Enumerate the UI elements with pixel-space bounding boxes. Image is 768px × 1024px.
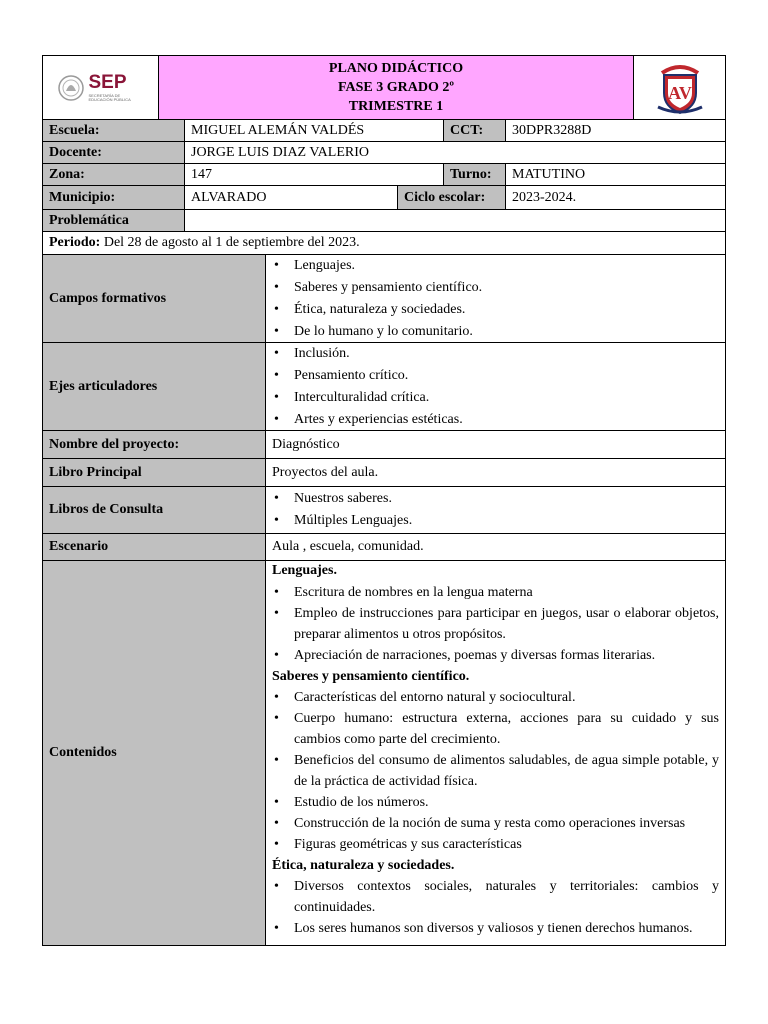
list-item: • Artes y experiencias estéticas. bbox=[266, 409, 725, 431]
contenidos-heading-lenguajes: Lenguajes. bbox=[272, 563, 337, 578]
libro-principal-label: Libro Principal bbox=[42, 458, 266, 487]
campos-list-cell bbox=[265, 254, 726, 343]
list-item: • Escritura de nombres en la lengua materna bbox=[266, 582, 719, 603]
ejes-label: Ejes articuladores bbox=[42, 342, 266, 431]
escuela-label: Escuela: bbox=[42, 119, 185, 142]
list-item: • Saberes y pensamiento científico. bbox=[266, 277, 725, 299]
list-item: • Características del entorno natural y sociocultural. bbox=[266, 687, 719, 708]
turno-label: Turno: bbox=[443, 163, 506, 186]
contenidos-heading-saberes: Saberes y pensamiento científico. bbox=[272, 669, 470, 684]
sep-logo-text: SEP bbox=[88, 72, 127, 93]
municipio-label: Municipio: bbox=[42, 185, 185, 210]
ejes-list bbox=[266, 343, 725, 431]
list-item: • Interculturalidad crítica. bbox=[266, 387, 725, 409]
escenario-label: Escenario bbox=[42, 533, 266, 561]
libros-consulta-label: Libros de Consulta bbox=[42, 486, 266, 534]
list-item: • Apreciación de narraciones, poemas y diversas formas literarias. bbox=[266, 645, 719, 666]
list-item: • Ética, naturaleza y sociedades. bbox=[266, 299, 725, 321]
municipio-value: ALVARADO bbox=[184, 185, 398, 210]
logo-left-cell bbox=[42, 55, 159, 120]
list-item: • Nuestros saberes. bbox=[266, 488, 725, 510]
list-item: • Beneficios del consumo de alimentos saludables, de agua simple potable, y de la práctica de actividad física. bbox=[266, 750, 719, 792]
contenidos-list-saberes bbox=[266, 687, 719, 855]
title-line-3: TRIMESTRE 1 bbox=[348, 99, 444, 114]
list-item: • Figuras geométricas y sus características bbox=[266, 834, 719, 855]
periodo-value: Del 28 de agosto al 1 de septiembre del 2023. bbox=[100, 235, 360, 250]
docente-label: Docente: bbox=[42, 141, 185, 164]
list-item: • Pensamiento crítico. bbox=[266, 365, 725, 387]
crest-letters: AV bbox=[667, 82, 692, 103]
docente-value: JORGE LUIS DIAZ VALERIO bbox=[184, 141, 726, 164]
list-item: • Cuerpo humano: estructura externa, acciones para su cuidado y sus cambios como parte del crecimiento. bbox=[266, 708, 719, 750]
title-cell bbox=[158, 55, 634, 120]
escuela-value: MIGUEL ALEMÁN VALDÉS bbox=[184, 119, 444, 142]
libros-consulta-list bbox=[266, 488, 725, 532]
periodo-row bbox=[42, 231, 726, 255]
sep-logo-subtext: SECRETARÍA DE EDUCACIÓN PÚBLICA bbox=[88, 93, 131, 102]
campos-label: Campos formativos bbox=[42, 254, 266, 343]
libros-consulta-cell bbox=[265, 486, 726, 534]
contenidos-heading-etica: Ética, naturaleza y sociedades. bbox=[272, 858, 455, 873]
escenario-value: Aula , escuela, comunidad. bbox=[265, 533, 726, 561]
contenidos-cell bbox=[265, 560, 726, 946]
campos-list bbox=[266, 255, 725, 343]
problematica-label: Problemática bbox=[42, 209, 185, 232]
eagle-seal-icon bbox=[57, 71, 85, 105]
proyecto-label: Nombre del proyecto: bbox=[42, 430, 266, 459]
title-line-1: PLANO DIDÁCTICO bbox=[328, 61, 464, 76]
list-item: • Diversos contextos sociales, naturales y territoriales: cambios y continuidades. bbox=[266, 876, 719, 918]
list-item: • Empleo de instrucciones para participar en juegos, usar o elaborar objetos, preparar alimentos u otros propósitos. bbox=[266, 603, 719, 645]
list-item: • Estudio de los números. bbox=[266, 792, 719, 813]
sep-logo bbox=[57, 71, 145, 105]
periodo-label: Periodo: bbox=[49, 235, 101, 250]
cct-value: 30DPR3288D bbox=[505, 119, 726, 142]
contenidos-list-lenguajes bbox=[266, 582, 719, 666]
proyecto-value: Diagnóstico bbox=[265, 430, 726, 459]
libro-principal-value: Proyectos del aula. bbox=[265, 458, 726, 487]
zona-label: Zona: bbox=[42, 163, 185, 186]
list-item: • Múltiples Lenguajes. bbox=[266, 510, 725, 532]
list-item: • Lenguajes. bbox=[266, 255, 725, 277]
list-item: • Los seres humanos son diversos y valiosos y tienen derechos humanos. bbox=[266, 918, 719, 939]
problematica-value bbox=[184, 209, 726, 232]
ciclo-value: 2023-2024. bbox=[505, 185, 726, 210]
cct-label: CCT: bbox=[443, 119, 506, 142]
list-item: • De lo humano y lo comunitario. bbox=[266, 321, 725, 343]
contenidos-label: Contenidos bbox=[42, 560, 266, 946]
title-line-2: FASE 3 GRADO 2º bbox=[338, 80, 454, 95]
contenidos-list-etica bbox=[266, 876, 719, 939]
list-item: • Construcción de la noción de suma y resta como operaciones inversas bbox=[266, 813, 719, 834]
ejes-list-cell bbox=[265, 342, 726, 431]
logo-right-cell bbox=[633, 55, 726, 120]
zona-value: 147 bbox=[184, 163, 444, 186]
turno-value: MATUTINO bbox=[505, 163, 726, 186]
school-crest-icon bbox=[654, 61, 706, 115]
ciclo-label: Ciclo escolar: bbox=[397, 185, 506, 210]
list-item: • Inclusión. bbox=[266, 343, 725, 365]
